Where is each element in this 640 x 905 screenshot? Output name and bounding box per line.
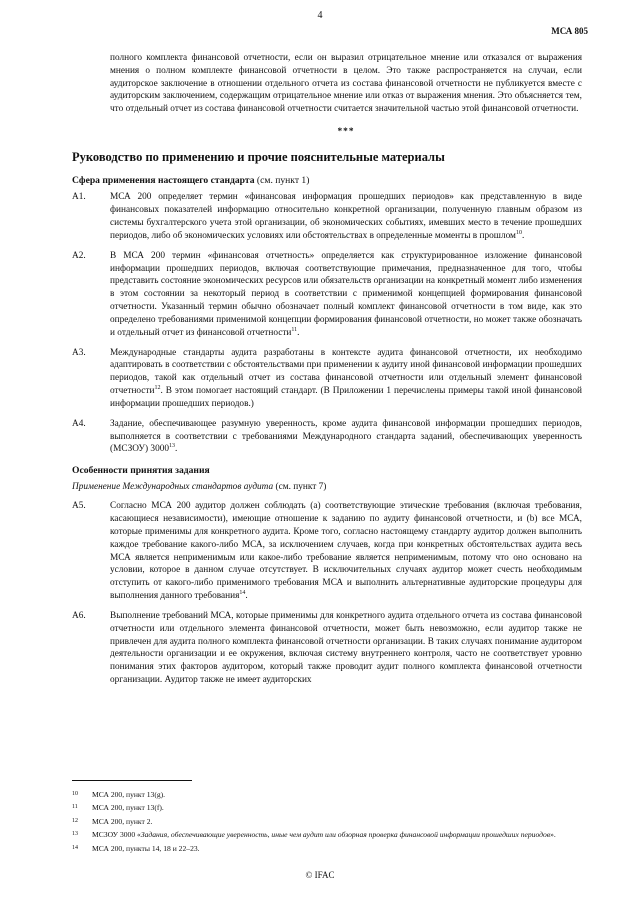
footnote-number: 11	[72, 804, 78, 811]
document-id: МСА 805	[551, 26, 588, 36]
paragraph-number: A1.	[72, 192, 86, 203]
footnote-ref: 10	[515, 229, 522, 236]
footnote-number: 13	[72, 831, 78, 838]
footnote	[72, 803, 582, 812]
footnotes	[72, 790, 582, 857]
numbered-paragraph	[72, 347, 582, 411]
page-content	[72, 52, 582, 694]
paragraph-text: Выполнение требований МСА, которые применимы для конкретного аудита отдельного отчета из состава финансовой отчетности или отдельного элемента финансовой отчетности, может быть невозможно, если аудитор также не привлечен для аудита полного комплекта финансовой отчетности организации. В таких случаях понимание аудитором деятельности организации и ее окружения, включая систему внутреннего контроля, часто не соответствует уровню понимания этих факторов аудитором, который также проводит аудит полного комплекта финансовой отчетности организации. Аудитор также не имеет аудиторских	[110, 610, 582, 686]
scope-paragraphs	[72, 191, 582, 456]
intro-paragraph: полного комплекта финансовой отчетности, если он выразил отрицательное мнение или отказался от выражения мнения о полном комплекте финансовой отчетности в целом. Это также распространяется на случаи, если аудиторское заключение в отношении отдельного отчета из состава финансовой отчетности не публикуется вместе с аудиторским заключением, содержащим отрицательное мнение или отказ от выражения мнения. Это объясняется тем, что отдельный отчет из состава финансовой отчетности считается значительной частью этой финансовой отчетности.	[110, 53, 582, 115]
footnote	[72, 830, 582, 839]
footnote-number: 10	[72, 791, 78, 797]
paragraph-text: Задание, обеспечивающее разумную уверенность, кроме аудита финансовой информации прошедших периодов, выполняется в соответствии с требованиями Международного стандарта заданий, обеспечивающих уверенность (МСЗОУ) 3000$^{13}$.	[110, 418, 582, 455]
acceptance-subheading-text: Применение Международных стандартов аудита	[72, 482, 274, 493]
footnote-ref: 14	[239, 589, 246, 596]
footnote	[72, 844, 582, 853]
footnote-ref: 12	[154, 384, 161, 391]
section-title: Руководство по применению и прочие пояснительные материалы	[72, 149, 445, 164]
paragraph-number: A3.	[72, 347, 86, 358]
acceptance-heading: Особенности принятия задания	[72, 465, 210, 477]
paragraph-number: A5.	[72, 501, 86, 512]
numbered-paragraph	[72, 610, 582, 687]
numbered-paragraph	[72, 250, 582, 340]
footnote	[72, 817, 582, 826]
section-separator: ***	[337, 127, 355, 138]
footnote-number: 12	[72, 817, 78, 824]
numbered-paragraph	[72, 191, 582, 242]
paragraph-number: A4.	[72, 418, 86, 429]
footnote	[72, 790, 582, 799]
scope-heading-ref: (см. пункт 1)	[256, 175, 310, 187]
footnote-text: МСА 200, пункт 13(g).	[92, 790, 166, 799]
footnote-number: 14	[72, 844, 78, 851]
numbered-paragraph	[72, 500, 582, 603]
paragraph-text: Международные стандарты аудита разработаны в контексте аудита финансовой отчетности, их необходимо адаптировать в соответствии с обстоятельствами при применении к аудиту иной финансовой информации прошедших периодов, такой как отдельный отчет из состава финансовой отчетности или отдельный элемент финансовой отчетности$^{12}$. В этом помогает настоящий стандарт. (В Приложении 1 перечислены примеры такой иной финансовой информации прошедших периодов.)	[110, 347, 582, 409]
numbered-paragraph	[72, 418, 582, 456]
acceptance-subheading-ref: (см. пункт 7)	[275, 482, 327, 493]
footnote-ref: 11	[291, 326, 298, 333]
paragraph-number: A6.	[72, 610, 86, 621]
acceptance-paragraphs	[72, 500, 582, 687]
page-number: 4	[317, 10, 323, 21]
footnote-divider	[72, 780, 192, 781]
footnote-italic-title: Задания, обеспечивающие уверенность, иные чем аудит или обзорная проверка финансовой информации прошедших периодов	[140, 830, 551, 840]
paragraph-text: Согласно МСА 200 аудитор должен соблюдать (a) соответствующие этические требования (включая требования, касающиеся независимости), имеющие отношение к заданию по аудиту финансовой отчетности, и (b) все МСА, которые применимы для конкретного аудита. Кроме того, согласно настоящему стандарту аудитор должен выполнить каждое требование какого-либо МСА, за исключением случаев, когда при конкретных обстоятельствах аудита весь МСА является неприменимым или какое-либо требование является неприменимым, потому что оно основано на условии, которое в данном случае отсутствует. В исключительных случаях аудитор может счесть необходимым отступить от какого-либо применимого требования МСА и выполнить альтернативные аудиторские процедуры для выполнения данного требования$^{14}$.	[110, 501, 582, 602]
paragraph-text: МСА 200 определяет термин «финансовая информация прошедших периодов» как представленную в виде финансовых показателей информацию относительно конкретной организации, полученную главным образом из системы бухгалтерского учета этой организации, об экономических событиях, имевших место в течение прошедших периодов, либо об экономических условиях или обстоятельствах в определенные моменты в прошлом$^{10}$.	[110, 192, 582, 241]
footnote-text: МСА 200, пункт 2.	[92, 816, 153, 826]
footnote-ref: 13	[169, 443, 176, 450]
scope-heading-text: Сфера применения настоящего стандарта	[72, 175, 255, 187]
scope-heading	[72, 174, 582, 187]
paragraph-text: В МСА 200 термин «финансовая отчетность» определяется как структурированное изложение финансовой информации прошедших периодов, включая соответствующие примечания, предназначенное для того, чтобы представить состояние экономических ресурсов или обязательств организации на конкретный момент либо изменения в этом состоянии за некоторый период в соответствии с применимой концепцией формирования финансовой отчетности. Указанный термин обычно обозначает полный комплект финансовой отчетности в том виде, как это определено требованиями применимой концепции формирования финансовой отчетности, но может также обозначать и отдельный отчет из финансовой отчетности$^{11}$.	[110, 250, 582, 338]
copyright-footer: © IFAC	[305, 870, 335, 880]
paragraph-number: A2.	[72, 250, 86, 261]
footnote-text: МСА 200, пункты 14, 18 и 22–23.	[92, 843, 200, 853]
footnote-text: МСА 200, пункт 13(f).	[92, 803, 164, 813]
footnote-text: МСЗОУ 3000 «Задания, обеспечивающие уверенность, иные чем аудит или обзорная проверка финансовой информации прошедших периодов».	[92, 830, 556, 840]
acceptance-subheading	[72, 481, 582, 494]
